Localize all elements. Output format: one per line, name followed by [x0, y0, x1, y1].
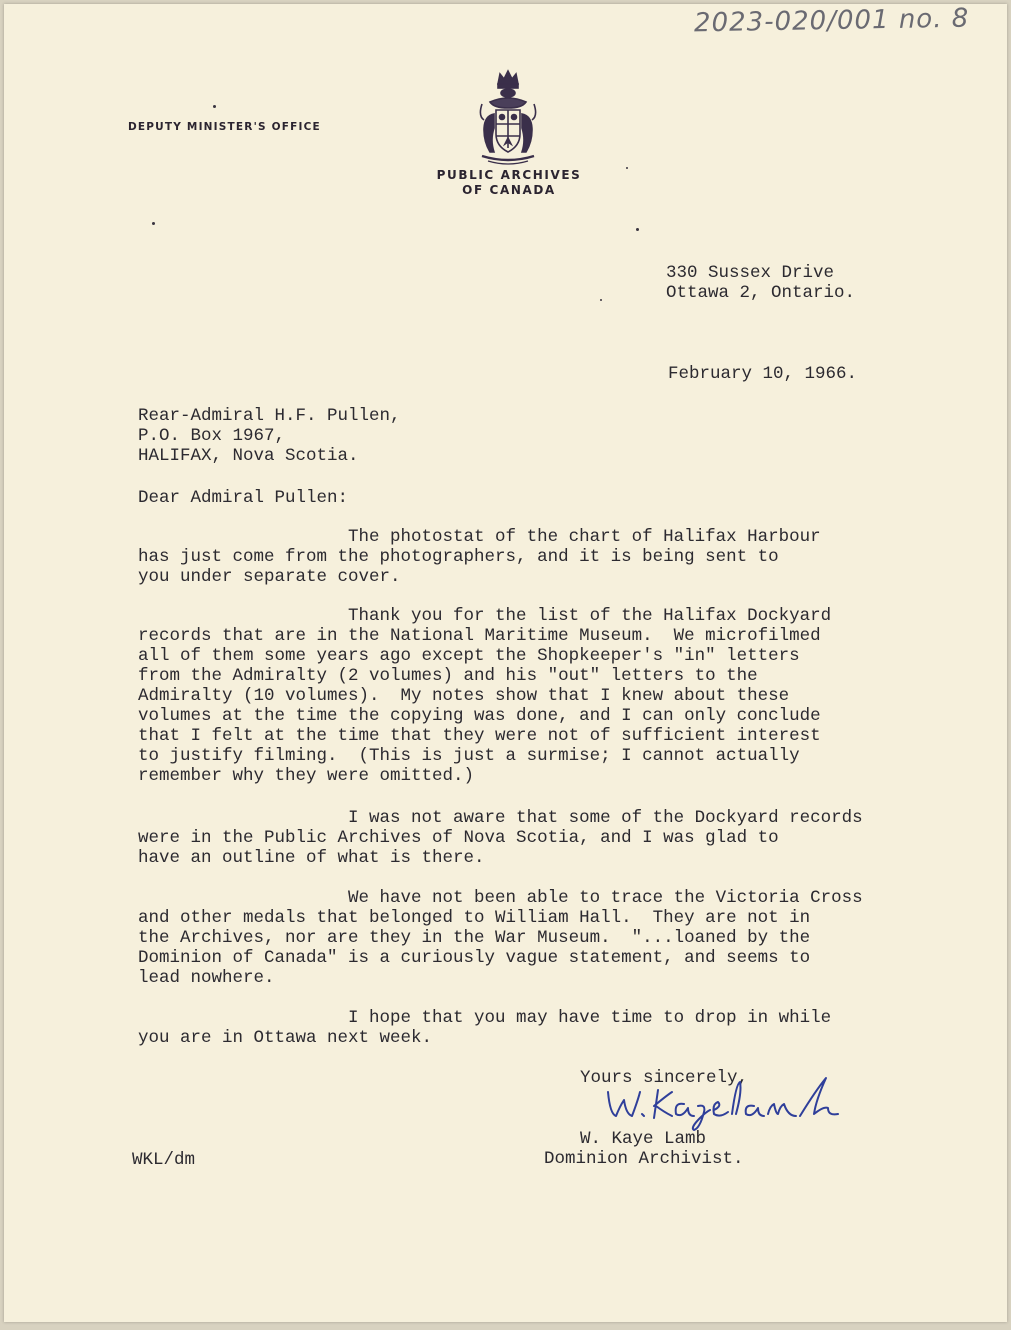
- archives-name-line2: OF CANADA: [462, 183, 556, 197]
- handwritten-signature: [602, 1070, 872, 1134]
- recipient-line2: P.O. Box 1967,: [138, 426, 286, 446]
- salutation: Dear Admiral Pullen:: [138, 488, 349, 508]
- closing: Yours sincerely,: [580, 1068, 749, 1088]
- sender-address-line1: 330 Sussex Drive: [666, 263, 835, 283]
- archives-name: [414, 168, 604, 198]
- paper-speck: [636, 228, 639, 231]
- body-paragraph-3: I was not aware that some of the Dockyard records were in the Public Archives of Nova Scotia, and I was glad to have an outline of what is there.: [138, 808, 863, 868]
- sender-address-line2: Ottawa 2, Ontario.: [666, 283, 856, 303]
- archives-name-line1: PUBLIC ARCHIVES: [436, 168, 582, 182]
- deputy-minister-office-label: DEPUTY MINISTER'S OFFICE: [128, 121, 321, 133]
- letter-date: February 10, 1966.: [668, 364, 858, 384]
- recipient-line1: Rear-Admiral H.F. Pullen,: [138, 406, 401, 426]
- body-paragraph-5: I hope that you may have time to drop in while you are in Ottawa next week.: [138, 1008, 832, 1048]
- canada-coat-of-arms-icon: [472, 68, 544, 168]
- letter-page: [4, 4, 1007, 1322]
- archive-reference-handwritten: 2023-020/001 no. 8: [693, 4, 970, 39]
- recipient-address: [138, 406, 401, 466]
- paper-speck: [600, 299, 602, 301]
- paper-speck: [213, 105, 216, 108]
- body-paragraph-2: Thank you for the list of the Halifax Dockyard records that are in the National Maritime Museum. We microfilmed all of them some years ago except the Shopkeeper's "in" letters from the Admiralty (2 volumes) and his "out" letters to the Admiralty (10 volumes). My notes show that I knew about these volumes at the time the copying was done, and I can only conclude that I felt at the time that they were not of sufficient interest to justify filming. (This is just a surmise; I cannot actually remember why they were omitted.): [138, 606, 832, 786]
- paper-speck: [152, 222, 155, 225]
- paper-speck: [626, 167, 628, 169]
- signer-name: W. Kaye Lamb: [580, 1129, 707, 1149]
- signer-title: Dominion Archivist.: [544, 1149, 744, 1169]
- recipient-line3: HALIFAX, Nova Scotia.: [138, 446, 359, 466]
- signer-block: [544, 1129, 744, 1169]
- sender-address: [666, 263, 855, 303]
- body-paragraph-1: The photostat of the chart of Halifax Harbour has just come from the photographers, and it is being sent to you under separate cover.: [138, 527, 821, 587]
- body-paragraph-4: We have not been able to trace the Victoria Cross and other medals that belonged to William Hall. They are not in the Archives, nor are they in the War Museum. "...loaned by the Dominion of Canada" is a curiously vague statement, and seems to lead nowhere.: [138, 888, 863, 988]
- typist-initials: WKL/dm: [132, 1150, 196, 1170]
